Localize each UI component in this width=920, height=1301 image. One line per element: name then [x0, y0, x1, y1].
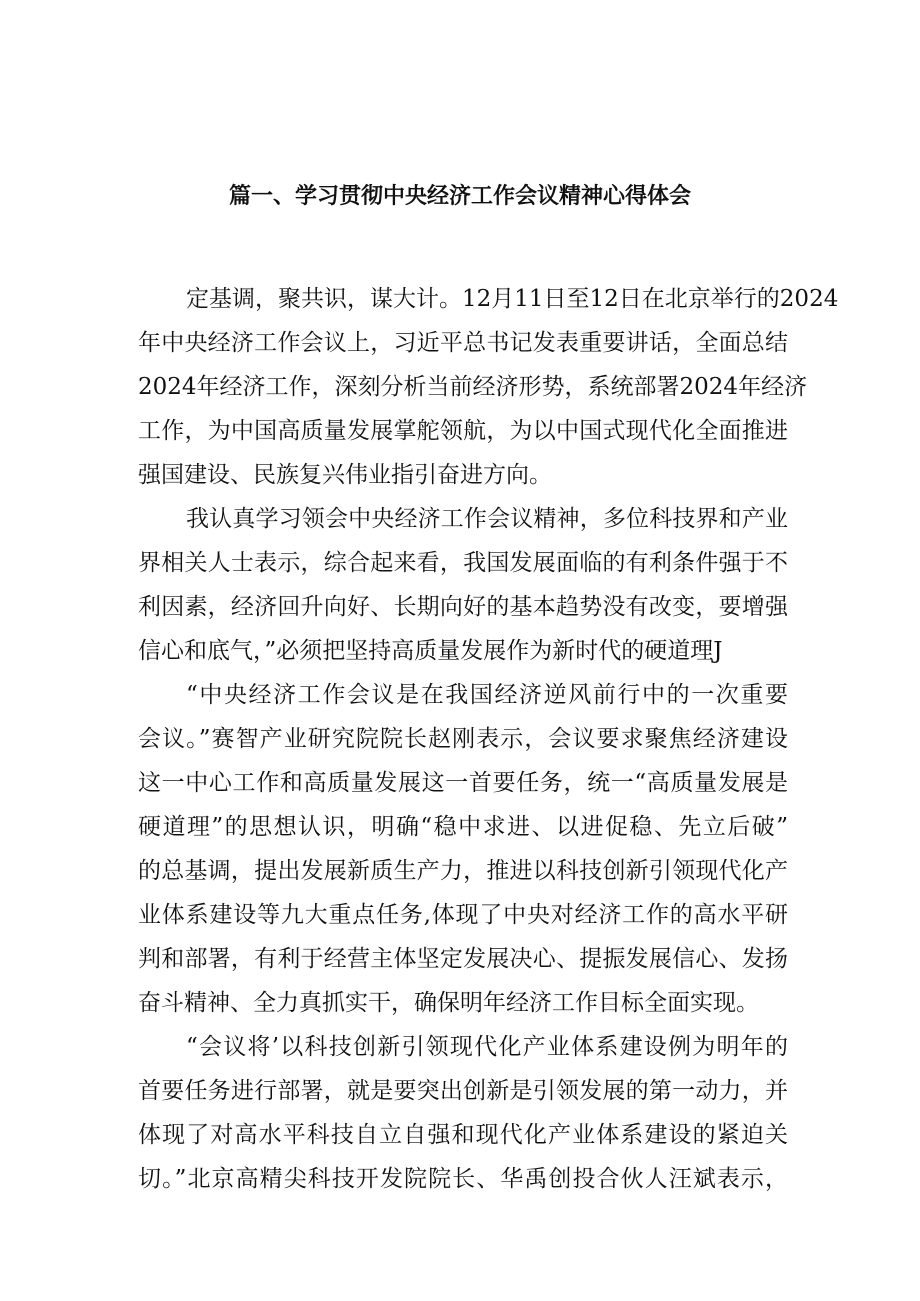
text-line: 界相关人士表示，综合起来看，我国发展面临的有利条件强于不 [138, 550, 788, 576]
text-line: 强国建设、民族复兴伟业指引奋进方向。 [138, 462, 552, 488]
text-line: 的总基调，提出发展新质生产力，推进以科技创新引领现代化产 [138, 858, 788, 884]
text-line: “中央经济工作会议是在我国经济逆风前行中的一次重要 [186, 682, 788, 708]
text-line: “会议将’以科技创新引领现代化产业体系建设例为明年的 [186, 1034, 788, 1060]
text-line: 会议。”赛智产业研究院院长赵刚表示，会议要求聚焦经济建设 [138, 726, 788, 752]
text-line: 体现了对高水平科技自立自强和现代化产业体系建设的紧迫关 [138, 1122, 788, 1148]
text-line: 年中央经济工作会议上，习近平总书记发表重要讲话，全面总结 [138, 330, 788, 356]
text-line: 奋斗精神、全力真抓实干，确保明年经济工作目标全面实现。 [138, 990, 759, 1016]
text-line: 信心和底气，”必须把坚持高质量发展作为新时代的硬道理J [138, 638, 723, 664]
text-line: 2024年经济工作，深刻分析当前经济形势，系统部署2024年经济 [138, 374, 808, 400]
text-line: 这一中心工作和高质量发展这一首要任务，统一“高质量发展是 [138, 770, 788, 796]
text-line: 硬道理”的思想认识，明确“稳中求进、以进促稳、先立后破” [138, 814, 788, 840]
text-line: 工作，为中国高质量发展掌舵领航，为以中国式现代化全面推进 [138, 418, 788, 444]
text-line: 利因素，经济回升向好、长期向好的基本趋势没有改变，要增强 [138, 594, 788, 620]
document-title: 篇一、学习贯彻中央经济工作会议精神心得体会 [228, 184, 691, 209]
text-line: 首要任务进行部署，就是要突出创新是引领发展的第一动力，并 [138, 1078, 788, 1104]
text-line: 业体系建设等九大重点任务,体现了中央对经济工作的高水平研 [138, 902, 788, 928]
text-line: 我认真学习领会中央经济工作会议精神，多位科技界和产业 [186, 506, 788, 532]
text-line: 切。”北京高精尖科技开发院院长、华禹创投合伙人汪斌表示， [138, 1166, 788, 1192]
text-line: 定基调，聚共识，谋大计。12月11日至12日在北京举行的2024 [186, 286, 839, 312]
text-line: 判和部署，有利于经营主体坚定发展决心、提振发展信心、发扬 [138, 946, 788, 972]
